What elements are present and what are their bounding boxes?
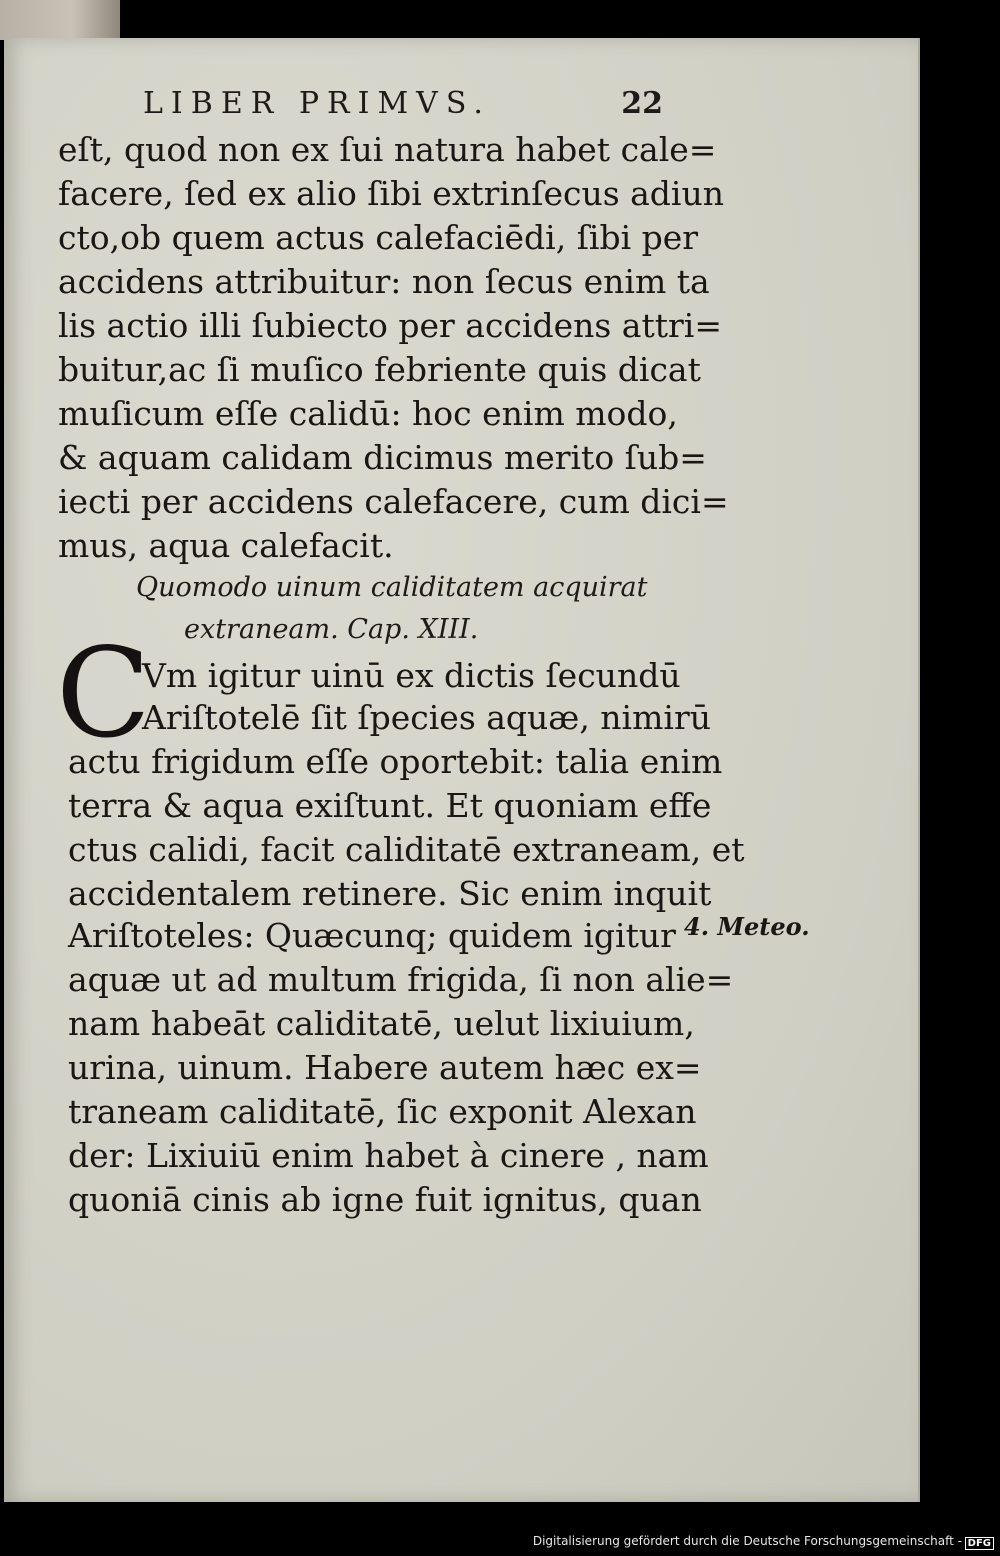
text-line: quoniā cinis ab igne fuit ignitus, quan	[68, 1180, 702, 1219]
text-line: traneam caliditatē, ſic exponit Alexan	[68, 1092, 697, 1131]
text-line: nam habeāt caliditatē, uelut lixiuium,	[68, 1004, 695, 1043]
text-line: urina, uinum. Habere autem hæc ex=	[68, 1048, 702, 1087]
text-line: & aquam calidam dicimus merito ſub=	[58, 438, 707, 477]
text-line: lis actio illi ſubiecto per accidens attri=	[58, 306, 722, 345]
text-line: facere, ſed ex alio ſibi extrinſecus adiun	[58, 174, 724, 213]
drop-cap-initial: C	[56, 622, 151, 766]
text-line: accidentalem retinere. Sic enim inquit	[68, 874, 712, 913]
text-line: terra & aqua exiſtunt. Et quoniam effe	[68, 786, 712, 825]
text-line: ctus calidi, facit caliditatē extraneam, et	[68, 830, 745, 869]
marginal-note: 4. Meteo.	[684, 912, 810, 941]
dfg-logo: DFG	[965, 1537, 994, 1550]
text-line: iecti per accidens calefacere, cum dici=	[58, 482, 729, 521]
digitization-credit: Digitalisierung gefördert durch die Deutsche Forschungsgemeinschaft -	[532, 1534, 962, 1548]
text-line: Ariſtoteles: Quæcunq; quidem igitur	[68, 916, 676, 955]
book-spine-edge	[0, 0, 120, 40]
text-line: accidens attribuitur: non ſecus enim ta	[58, 262, 710, 301]
text-line: eſt, quod non ex ſui natura habet cale=	[58, 130, 717, 169]
chapter-heading-line-1: Quomodo uinum caliditatem acquirat	[136, 572, 648, 603]
text-line: mus, aqua calefacit.	[58, 526, 394, 565]
text-line: buitur,ac ſi muſico febriente quis dicat	[58, 350, 701, 389]
text-line: aquæ ut ad multum frigida, ſi non alie=	[68, 960, 734, 999]
text-line: der: Lixiuiū enim habet à cinere , nam	[68, 1136, 709, 1175]
running-head	[143, 86, 663, 126]
text-line: Vm igitur uinū ex dictis ſecundū	[142, 656, 681, 695]
text-line: muſicum eſſe calidū: hoc enim modo,	[58, 394, 678, 433]
text-line: Ariſtotelē ſit ſpecies aquæ, nimirū	[142, 698, 711, 737]
text-line: cto,ob quem actus calefaciēdi, ſibi per	[58, 218, 699, 257]
chapter-heading-line-2: extraneam. Cap. XIII.	[184, 614, 479, 645]
text-line: actu frigidum eſſe oportebit: talia enim	[68, 742, 723, 781]
running-title: LIBER PRIMVS.	[143, 86, 491, 121]
page-number: 22	[621, 86, 663, 121]
